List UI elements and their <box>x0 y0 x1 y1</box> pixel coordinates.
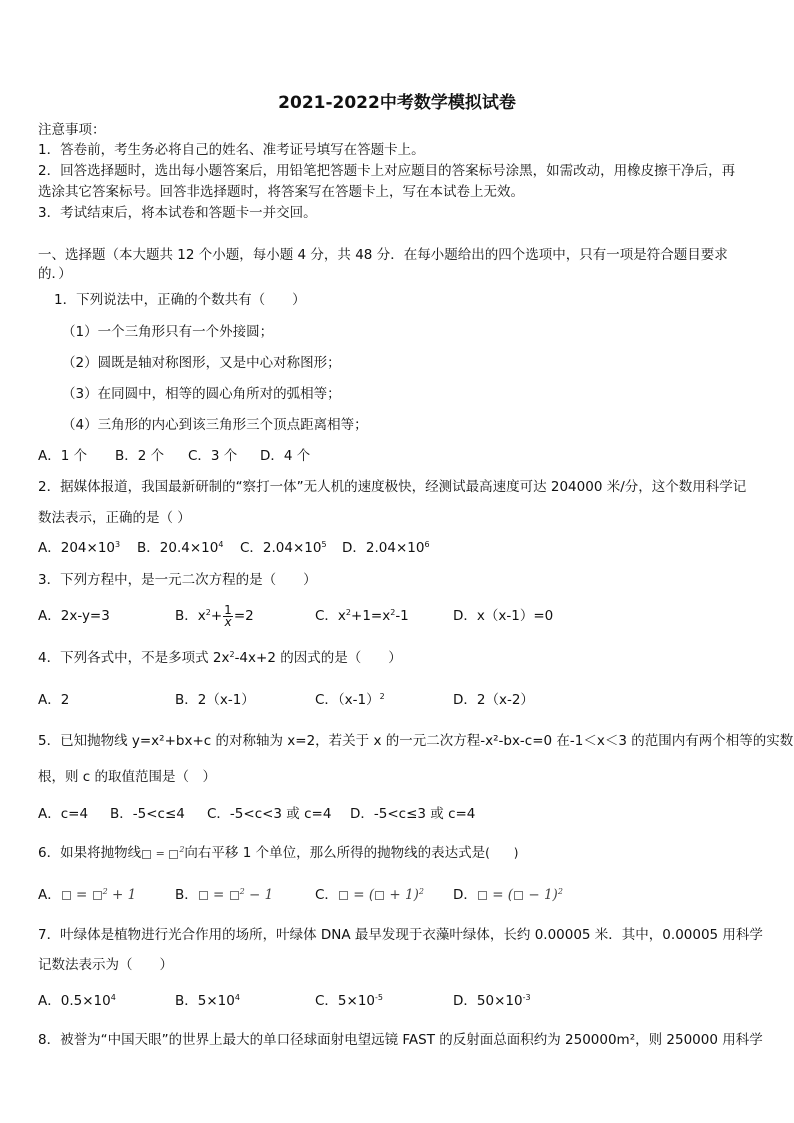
math-placeholder-box <box>375 891 384 900</box>
question-2-option-d: D．$2.04\times 10^6$ <box>342 540 430 556</box>
question-5-option-d: D．-5<c≤3 或 c=4 <box>350 806 476 822</box>
section-heading-cont: 的．） <box>38 266 72 282</box>
math-placeholder-box <box>514 891 523 900</box>
question-4-option-c: C．$(x-1)^2$ <box>315 692 385 708</box>
section-heading: 一、选择题（本大题共 12 个小题，每小题 4 分，共 48 分．在每小题给出的四个选项中，只有一项是符合题目要求 <box>38 247 728 263</box>
question-7-stem-cont: 记数法表示为（ ） <box>38 957 173 973</box>
question-1-option-d: D．4 个 <box>260 448 311 464</box>
question-7-option-d: D．$50\times 10^{-3}$ <box>453 993 531 1009</box>
question-5-option-b: B．-5<c≤4 <box>110 806 185 822</box>
notice-heading: 注意事项： <box>38 122 106 138</box>
math-placeholder-box <box>230 891 239 900</box>
question-3-option-d: D．x（x-1）=0 <box>453 608 554 624</box>
question-6-option-c: C． = ( + 1)$^2$ <box>315 887 424 903</box>
question-3-option-c: C．$x^2+1=x^2-1$ <box>315 608 409 624</box>
question-6-option-d: D． = ( − 1)$^2$ <box>453 887 563 903</box>
question-2-option-b: B．$20.4\times 10^4$ <box>137 540 224 556</box>
math-placeholder-box <box>169 850 178 859</box>
question-4-stem: 4．下列各式中，不是多项式 $2x^2-4x+2$ 的因式的是（ ） <box>38 650 402 666</box>
question-5-stem: 5．已知抛物线 y=x²+bx+c 的对称轴为 x=2，若关于 x 的一元二次方程-x²-bx-c=0 在-1＜x＜3 的范围内有两个相等的实数 <box>38 733 794 749</box>
notice-item-2-cont: 选涂其它答案标号。回答非选择题时，将答案写在答题卡上，写在本试卷上无效。 <box>38 184 524 200</box>
fraction: $\frac{1}{x}$ <box>224 602 232 629</box>
question-3-option-a: A．2x-y=3 <box>38 608 110 624</box>
question-2-stem: 2．据媒体报道，我国最新研制的“察打一体”无人机的速度极快，经测试最高速度可达 204000 米/分，这个数用科学记 <box>38 479 747 495</box>
notice-item-1: 1．答卷前，考生务必将自己的姓名、准考证号填写在答题卡上。 <box>38 142 425 158</box>
question-5-option-c: C．-5<c<3 或 c=4 <box>207 806 332 822</box>
question-1-option-a: A．1 个 <box>38 448 88 464</box>
question-7-option-b: B．$5\times 10^4$ <box>175 993 240 1009</box>
question-1-option-b: B．2 个 <box>115 448 165 464</box>
question-6-stem: 6．如果将抛物线 = $^2$向右平移 1 个单位，那么所得的抛物线的表达式是( ) <box>38 845 519 861</box>
question-3-option-b: B．$x^2+$ $\frac{1}{x}$ =2 <box>175 602 254 629</box>
question-3-stem: 3．下列方程中，是一元二次方程的是（ ） <box>38 572 317 588</box>
question-1-statement-1: （1）一个三角形只有一个外接圆； <box>62 324 274 340</box>
question-5-option-a: A．c=4 <box>38 806 89 822</box>
math-placeholder-box <box>199 891 208 900</box>
math-placeholder-box <box>339 891 348 900</box>
question-2-option-a: A．$204\times 10^3$ <box>38 540 121 556</box>
question-4-option-d: D．2（x-2） <box>453 692 534 708</box>
notice-item-2: 2．回答选择题时，选出每小题答案后，用铅笔把答题卡上对应题目的答案标号涂黑，如需改动，用橡皮擦干净后，再 <box>38 163 736 179</box>
question-2-option-c: C．$2.04\times 10^5$ <box>240 540 327 556</box>
question-7-stem: 7．叶绿体是植物进行光合作用的场所，叶绿体 DNA 最早发现于衣藻叶绿体，长约 0.00005 米．其中，0.00005 用科学 <box>38 927 763 943</box>
question-5-stem-cont: 根，则 c 的取值范围是（ ） <box>38 769 217 785</box>
math-placeholder-box <box>93 891 102 900</box>
question-1-stem: 1．下列说法中，正确的个数共有（ ） <box>54 292 306 308</box>
question-4-option-b: B．2（x-1） <box>175 692 255 708</box>
question-1-statement-2: （2）圆既是轴对称图形，又是中心对称图形； <box>62 355 341 371</box>
question-7-option-a: A．$0.5\times 10^4$ <box>38 993 116 1009</box>
question-7-option-c: C．$5\times 10^{-5}$ <box>315 993 383 1009</box>
math-placeholder-box <box>142 850 151 859</box>
question-1-option-c: C．3 个 <box>188 448 238 464</box>
math-placeholder-box <box>62 891 71 900</box>
question-1-statement-4: （4）三角形的内心到该三角形三个顶点距离相等； <box>62 417 368 433</box>
math-placeholder-box <box>478 891 487 900</box>
question-6-option-a: A． = $^2$ + 1 <box>38 887 137 903</box>
question-8-stem: 8．被誉为“中国天眼”的世界上最大的单口径球面射电望远镜 FAST 的反射面总面积约为 250000m²，则 250000 用科学 <box>38 1032 763 1048</box>
question-4-option-a: A．2 <box>38 692 70 708</box>
page-title: 2021-2022中考数学模拟试卷 <box>278 93 516 113</box>
notice-item-3: 3．考试结束后，将本试卷和答题卡一并交回。 <box>38 205 317 221</box>
question-6-option-b: B． = $^2$ − 1 <box>175 887 274 903</box>
question-2-stem-cont: 数法表示，正确的是（ ） <box>38 510 191 526</box>
question-1-statement-3: （3）在同圆中，相等的圆心角所对的弧相等； <box>62 386 341 402</box>
